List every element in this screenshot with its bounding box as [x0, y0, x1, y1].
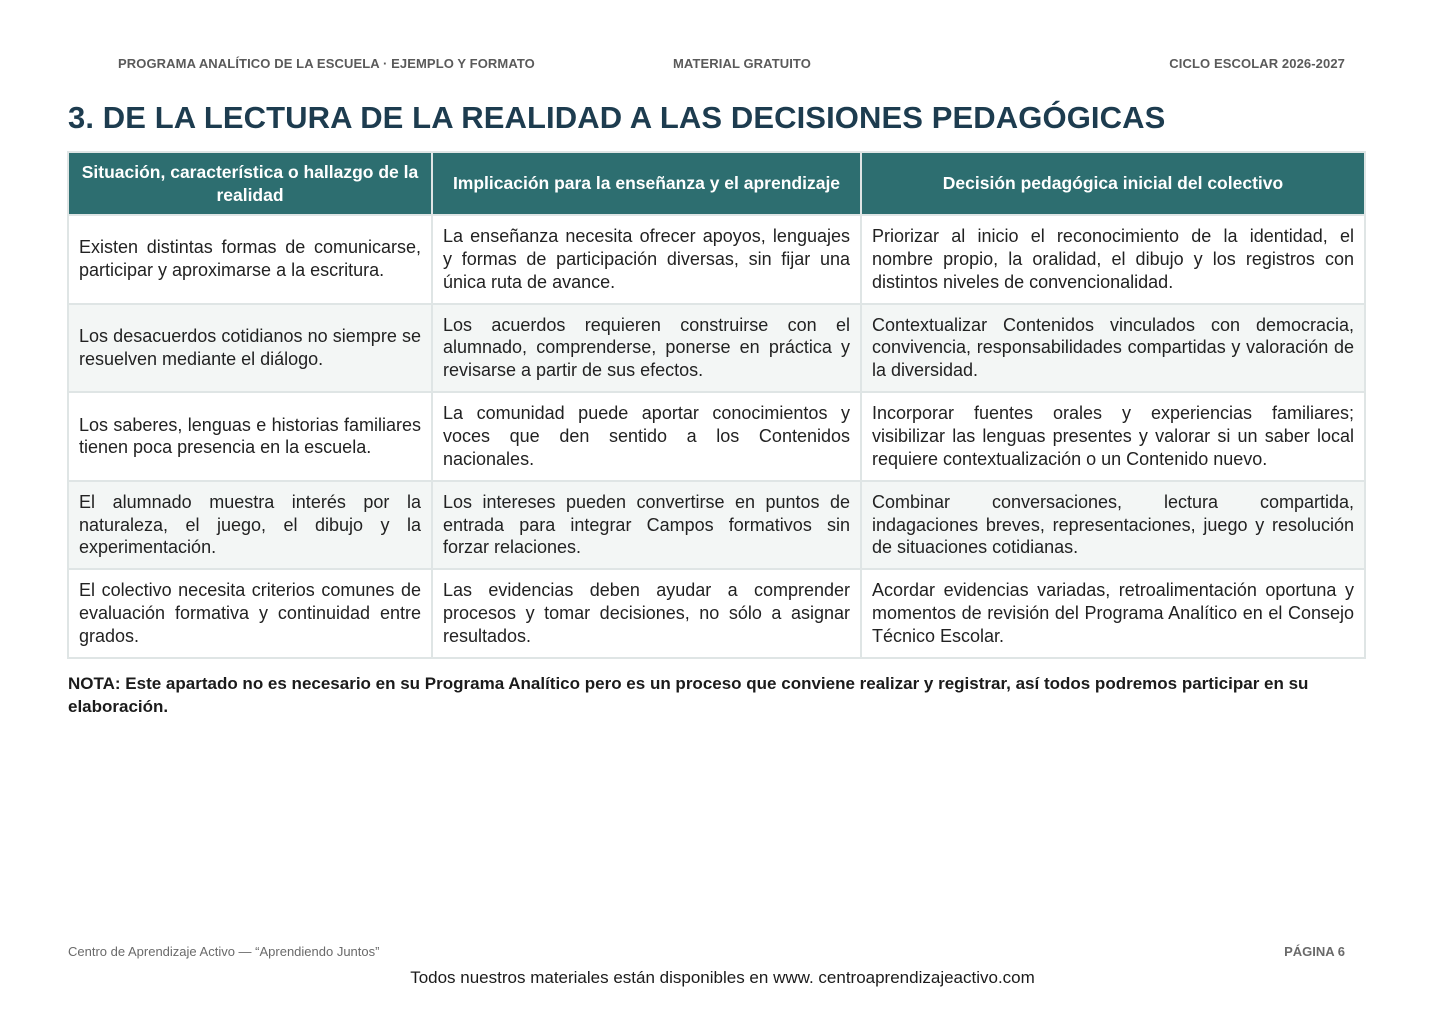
table-row: [68, 481, 1365, 570]
header-program-label: PROGRAMA ANALÍTICO DE LA ESCUELA · EJEMPLO Y FORMATO: [118, 56, 535, 71]
cell-implication: La comunidad puede aportar conocimientos y voces que den sentido a los Contenidos nacionales.: [432, 392, 861, 481]
cell-situation: Los desacuerdos cotidianos no siempre se resuelven mediante el diálogo.: [68, 304, 432, 393]
table-header-row: [68, 152, 1365, 215]
table-row: [68, 304, 1365, 393]
cell-decision: Incorporar fuentes orales y experiencias familiares; visibilizar las lenguas presentes y valorar si un saber local requiere contextualización o un Contenido nuevo.: [861, 392, 1365, 481]
note-paragraph: NOTA: Este apartado no es necesario en su Programa Analítico pero es un proceso que conviene realizar y registrar, así todos podremos participar en su elaboración.: [68, 674, 1309, 717]
cell-implication: La enseñanza necesita ofrecer apoyos, lenguajes y formas de participación diversas, sin fijar una única ruta de avance.: [432, 215, 861, 304]
cell-implication: Los acuerdos requieren construirse con el alumnado, comprenderse, ponerse en práctica y revisarse a partir de sus efectos.: [432, 304, 861, 393]
table-row: [68, 215, 1365, 304]
cell-implication: Los intereses pueden convertirse en puntos de entrada para integrar Campos formativos sin forzar relaciones.: [432, 481, 861, 570]
column-header-situation: Situación, característica o hallazgo de la realidad: [68, 152, 432, 215]
cell-decision: Acordar evidencias variadas, retroalimentación oportuna y momentos de revisión del Programa Analítico en el Consejo Técnico Escolar.: [861, 569, 1365, 658]
cell-situation: El alumnado muestra interés por la naturaleza, el juego, el dibujo y la experimentación.: [68, 481, 432, 570]
page-title: 3. DE LA LECTURA DE LA REALIDAD A LAS DECISIONES PEDAGÓGICAS: [68, 100, 1166, 135]
column-header-implication: Implicación para la enseñanza y el aprendizaje: [432, 152, 861, 215]
reality-decisions-table: [67, 151, 1366, 659]
cell-situation: El colectivo necesita criterios comunes de evaluación formativa y continuidad entre grados.: [68, 569, 432, 658]
cell-situation: Los saberes, lenguas e historias familiares tienen poca presencia en la escuela.: [68, 392, 432, 481]
table-row: [68, 569, 1365, 658]
cell-decision: Priorizar al inicio el reconocimiento de la identidad, el nombre propio, la oralidad, el dibujo y los registros con distintos niveles de convencionalidad.: [861, 215, 1365, 304]
cell-implication: Las evidencias deben ayudar a comprender procesos y tomar decisiones, no sólo a asignar resultados.: [432, 569, 861, 658]
table-row: [68, 392, 1365, 481]
header-school-year: CICLO ESCOLAR 2026-2027: [1169, 56, 1345, 71]
cell-decision: Contextualizar Contenidos vinculados con democracia, convivencia, responsabilidades compartidas y valoración de la diversidad.: [861, 304, 1365, 393]
footer-website-note: Todos nuestros materiales están disponibles en www. centroaprendizajeactivo.com: [410, 968, 1035, 987]
page-number: PÁGINA 6: [1284, 944, 1345, 959]
cell-situation: Existen distintas formas de comunicarse, participar y aproximarse a la escritura.: [68, 215, 432, 304]
cell-decision: Combinar conversaciones, lectura compartida, indagaciones breves, representaciones, juego y resolución de situaciones cotidianas.: [861, 481, 1365, 570]
header-free-material-label: MATERIAL GRATUITO: [673, 56, 811, 71]
footer-organization: Centro de Aprendizaje Activo — “Aprendiendo Juntos”: [68, 944, 380, 959]
column-header-decision: Decisión pedagógica inicial del colectivo: [861, 152, 1365, 215]
